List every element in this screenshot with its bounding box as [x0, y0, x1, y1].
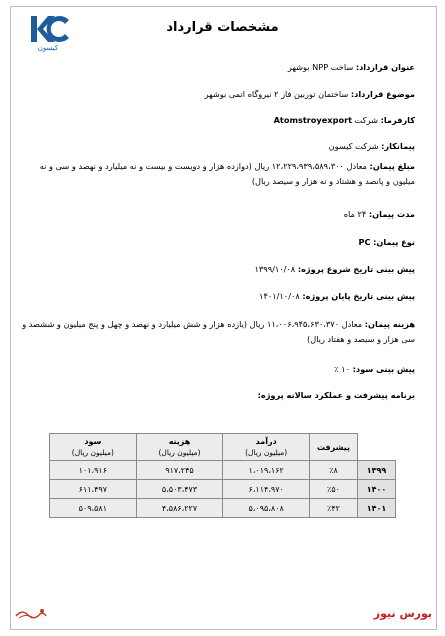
- bourse-news-watermark: بورس نیوز: [373, 607, 432, 620]
- program-heading: [20, 388, 415, 403]
- contract-title-value: ساخت NPP بوشهر: [287, 62, 354, 72]
- subject-line: [20, 87, 415, 102]
- col-revenue-unit: (میلیون ریال): [245, 448, 288, 457]
- col-profit-title: سود: [84, 437, 102, 446]
- table-corner: [358, 434, 396, 461]
- type-line: [20, 235, 415, 250]
- cost-label: هزینه پیمان:: [364, 319, 415, 329]
- table-row: [50, 499, 396, 518]
- cost-value: معادل ۱۱،۰۰۶،۹۴۵،۶۳۰،۳۷۰ ریال (یازده هزار و شش میلیارد و نهصد و چهل و پنج میلیون و ششصد و سی هزار و سیصد و هفتاد ریال): [22, 319, 415, 344]
- duration-label: مدت پیمان:: [368, 209, 415, 219]
- end-date-line: [20, 289, 415, 304]
- amount-value: معادل ۱۲،۲۲۹،۹۳۹،۵۸۹،۳۰۰ ریال (دوازده هزار و دویست و بیست و نه میلیارد و نهصد و سی و نه میلیون و پانصد و هشتاد و نه هزار و سیصد ریال): [39, 161, 415, 186]
- employer-value: Atomstroyexport: [273, 115, 353, 125]
- annual-progress-table: [49, 433, 396, 518]
- amount-paragraph: [20, 159, 415, 189]
- type-label: نوع پیمان:: [373, 237, 415, 247]
- row-cost: ۵،۵۰۳،۴۷۳: [136, 480, 223, 499]
- row-profit: ۶۱۱،۴۹۷: [50, 480, 137, 499]
- col-profit-unit: (میلیون ریال): [71, 448, 114, 457]
- col-cost-title: هزینه: [168, 437, 191, 446]
- contract-title-line: [20, 60, 415, 75]
- row-cost: ۹۱۷،۲۴۵: [136, 461, 223, 480]
- contract-title-label: عنوان قرارداد:: [355, 62, 415, 72]
- amount-label: مبلغ پیمان:: [369, 161, 415, 171]
- page-title: مشخصات قرارداد: [166, 20, 279, 35]
- table-row: [50, 480, 396, 499]
- row-revenue: ۱،۰۱۹،۱۶۲: [223, 461, 310, 480]
- col-cost-unit: (میلیون ریال): [158, 448, 201, 457]
- contractor-line: [20, 139, 415, 154]
- employer-line: [20, 113, 415, 128]
- contractor-label: پیمانکار:: [381, 141, 415, 151]
- start-date-line: [20, 262, 415, 277]
- row-revenue: ۶،۱۱۴،۹۷۰: [223, 480, 310, 499]
- duration-line: [20, 207, 415, 222]
- row-progress: ٪۴۲: [310, 499, 358, 518]
- contractor-value: شرکت کیسون: [328, 141, 379, 151]
- col-cost: [136, 434, 223, 461]
- row-year: ۱۳۹۹: [358, 461, 396, 480]
- row-cost: ۴،۵۸۶،۲۲۷: [136, 499, 223, 518]
- row-profit: ۱۰۱،۹۱۶: [50, 461, 137, 480]
- table-header-row: [50, 434, 396, 461]
- employer-label: کارفرما:: [380, 115, 415, 125]
- profit-label: پیش بینی سود:: [352, 364, 415, 374]
- col-revenue-title: درآمد: [255, 437, 277, 446]
- subject-label: موضوع قرارداد:: [350, 89, 415, 99]
- table-row: [50, 461, 396, 480]
- profit-line: [20, 362, 415, 377]
- cost-paragraph: [20, 317, 415, 347]
- col-revenue: [223, 434, 310, 461]
- row-year: ۱۴۰۰: [358, 480, 396, 499]
- col-progress: پیشرفت: [310, 434, 358, 461]
- start-date-value: ۱۳۹۹/۱۰/۰۸: [254, 264, 296, 274]
- end-date-label: پیش بینی تاریخ پایان پروژه:: [302, 291, 415, 301]
- start-date-label: پیش بینی تاریخ شروع پروژه:: [297, 264, 415, 274]
- employer-prefix: شرکت: [354, 115, 378, 125]
- row-year: ۱۴۰۱: [358, 499, 396, 518]
- end-date-value: ۱۴۰۱/۱۰/۰۸: [259, 291, 300, 301]
- duration-value: ۲۴ ماه: [343, 209, 367, 219]
- row-profit: ۵۰۹،۵۸۱: [50, 499, 137, 518]
- logo-caption: کیسون: [37, 44, 59, 52]
- subject-value: ساختمان توربین فاز ۲ نیروگاه اتمی بوشهر: [204, 89, 349, 99]
- program-label: برنامه پیشرفت و عملکرد سالانه پروژه:: [257, 390, 415, 400]
- col-profit: [50, 434, 137, 461]
- row-progress: ٪۵۰: [310, 480, 358, 499]
- profit-value: ۱۰ ٪: [334, 364, 350, 374]
- type-value: PC: [358, 237, 371, 247]
- row-progress: ٪۸: [310, 461, 358, 480]
- stamp-icon: [14, 607, 48, 621]
- row-revenue: ۵،۰۹۵،۸۰۸: [223, 499, 310, 518]
